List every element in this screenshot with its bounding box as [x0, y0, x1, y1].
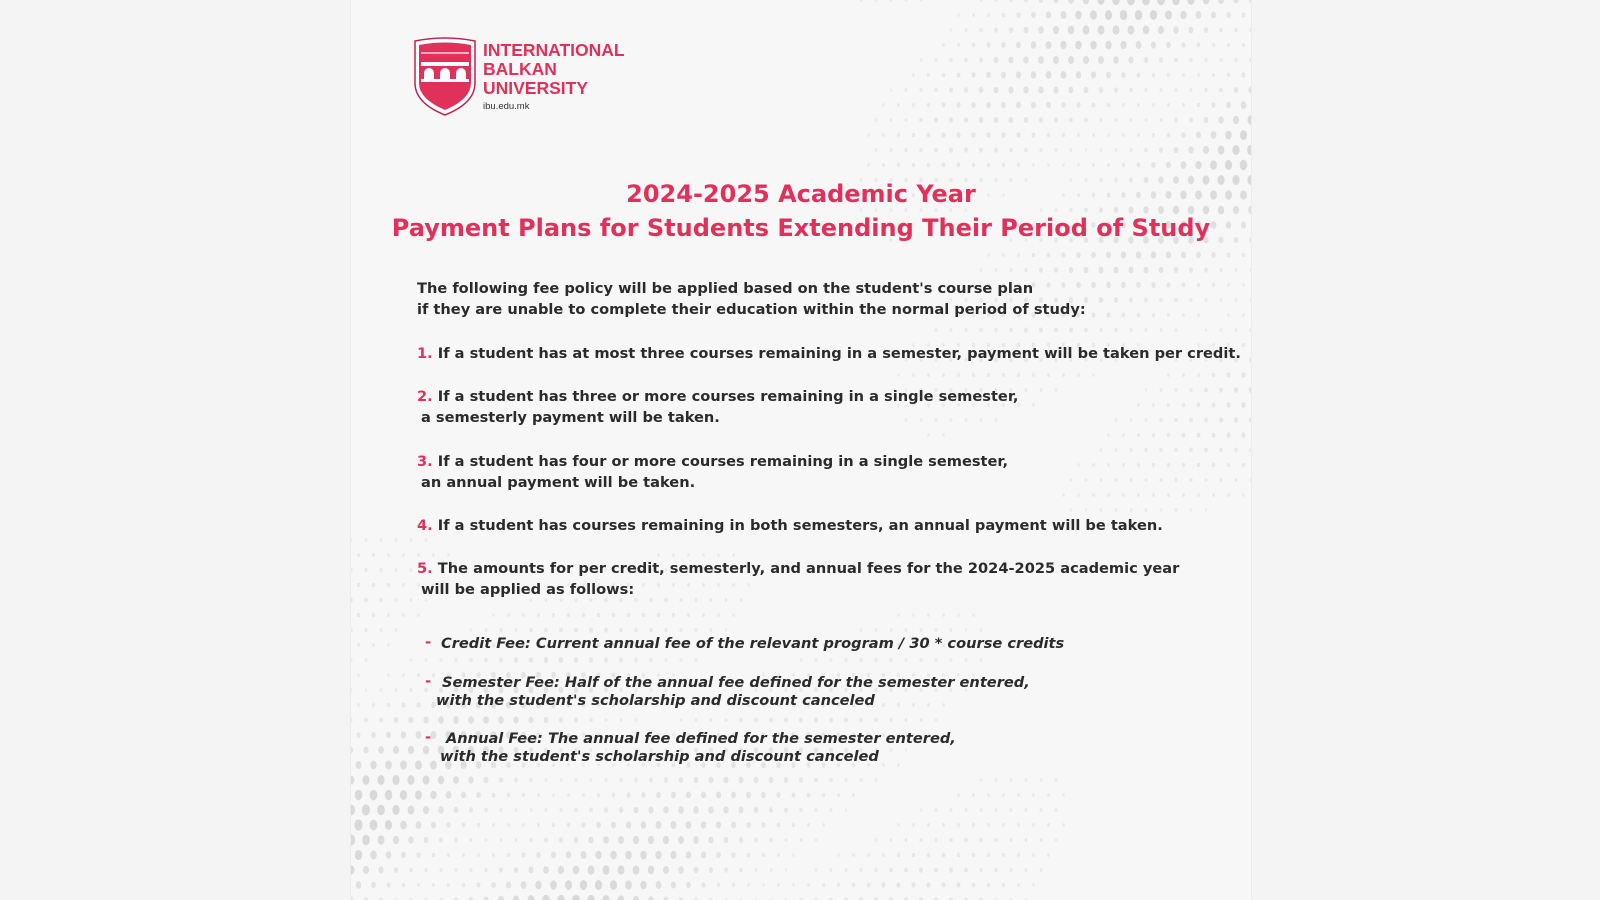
- logo-url: ibu.edu.mk: [483, 101, 530, 112]
- item-text-continued: an annual payment will be taken.: [421, 474, 696, 491]
- fee-bullet-dash: -: [425, 728, 432, 746]
- fee-text: Credit Fee: Current annual fee of the relevant program / 30 * course credits: [441, 635, 1065, 652]
- fee-semester-continued: [436, 692, 875, 710]
- item-number: 1.: [417, 345, 433, 362]
- fee-bullet-dash: -: [425, 633, 432, 651]
- item-text: The amounts for per credit, semesterly, and annual fees for the 2024-2025 academic year: [437, 560, 1180, 577]
- announcement-poster: [350, 0, 1252, 900]
- fee-text: Annual Fee: The annual fee defined for the semester entered,: [446, 730, 956, 747]
- fee-bullet-dash: -: [425, 672, 432, 690]
- item-text-continued: will be applied as follows:: [421, 581, 635, 598]
- item-number: 5.: [417, 560, 433, 577]
- intro-line-2: if they are unable to complete their education within the normal period of study:: [417, 301, 1086, 318]
- logo-line-international: INTERNATIONAL: [483, 40, 625, 60]
- policy-item-1: [417, 343, 1241, 364]
- logo-wordmark: [483, 41, 625, 112]
- fee-annual: [446, 730, 956, 748]
- fee-text-continued: with the student's scholarship and discount canceled: [440, 748, 879, 765]
- fee-text: Semester Fee: Half of the annual fee defined for the semester entered,: [442, 674, 1030, 691]
- intro-line-1: The following fee policy will be applied based on the student's course plan: [417, 280, 1034, 297]
- title-academic-year: 2024-2025 Academic Year: [626, 180, 976, 208]
- item-text-continued: a semesterly payment will be taken.: [421, 409, 720, 426]
- logo-line-university: UNIVERSITY: [483, 78, 589, 98]
- fee-credit: [441, 635, 1064, 653]
- item-number: 3.: [417, 453, 433, 470]
- policy-item-3: [417, 451, 1008, 493]
- policy-item-5: [417, 558, 1179, 600]
- title-payment-plans: Payment Plans for Students Extending Their Period of Study: [391, 214, 1211, 242]
- item-number: 4.: [417, 517, 433, 534]
- item-number: 2.: [417, 388, 433, 405]
- item-text: If a student has four or more courses remaining in a single semester,: [437, 453, 1009, 470]
- policy-item-2: [417, 386, 1018, 428]
- policy-item-4: [417, 515, 1163, 536]
- item-text: If a student has three or more courses remaining in a single semester,: [437, 388, 1019, 405]
- university-shield-icon: [413, 37, 477, 117]
- item-text: If a student has at most three courses remaining in a semester, payment will be taken per credit.: [437, 345, 1241, 362]
- fee-semester: [442, 674, 1030, 692]
- fee-annual-continued: [440, 748, 879, 766]
- logo-line-balkan: BALKAN: [483, 59, 557, 79]
- fee-text-continued: with the student's scholarship and discount canceled: [436, 692, 875, 709]
- intro-paragraph: [417, 278, 1086, 320]
- item-text: If a student has courses remaining in both semesters, an annual payment will be taken.: [437, 517, 1163, 534]
